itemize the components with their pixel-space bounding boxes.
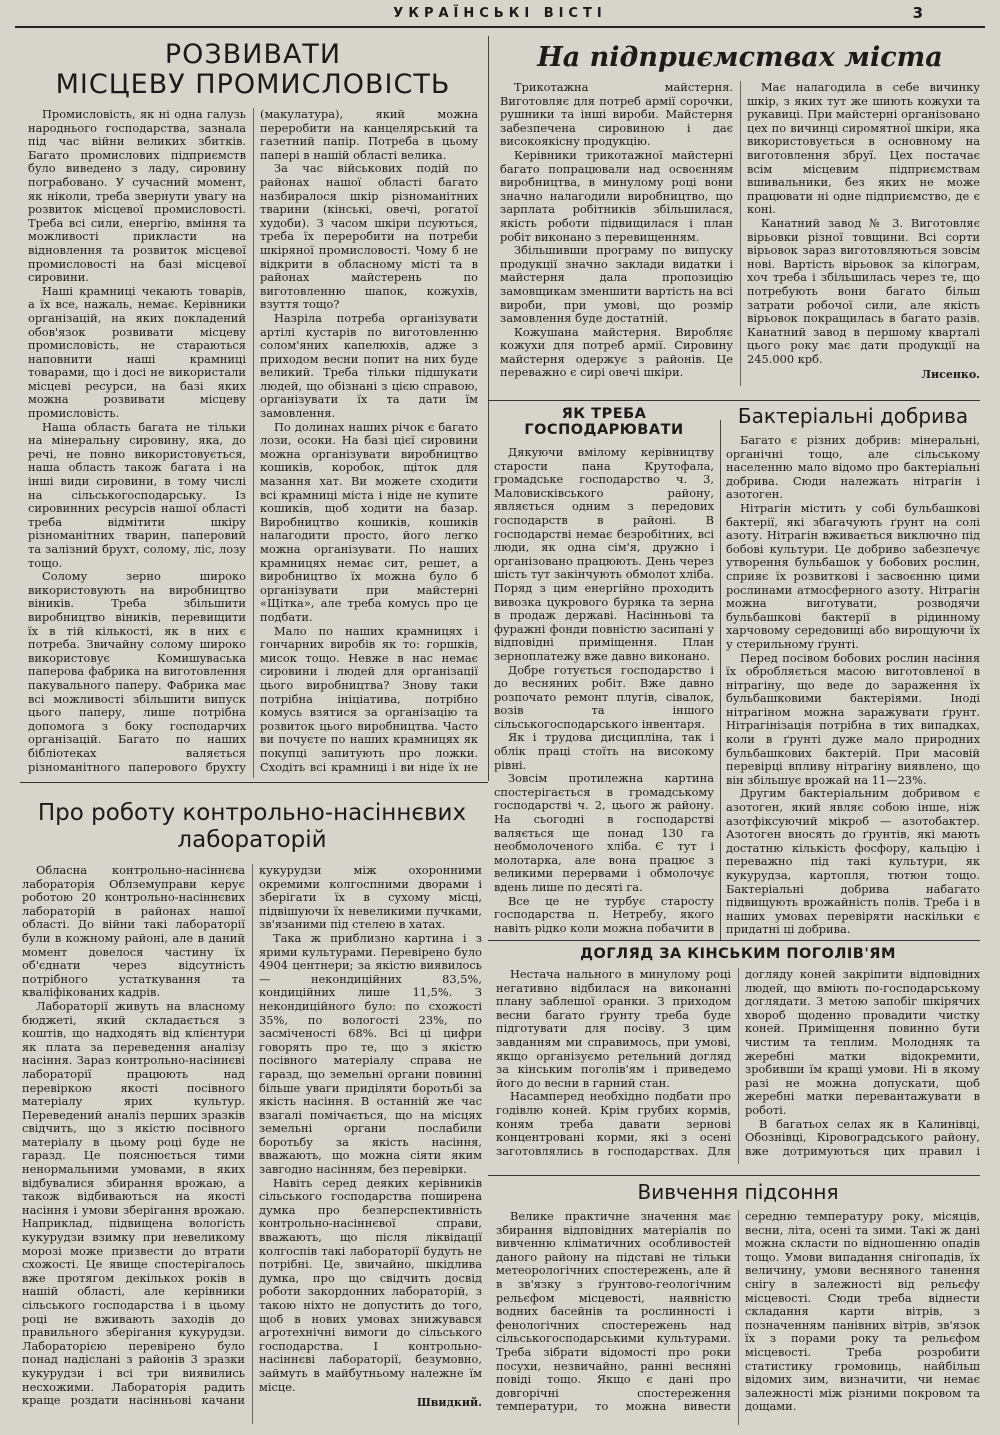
paragraph: Перед посівом бобових рослин насіння їх обробляється масою виготовленої в нітрагіну, що веде до зараження їх бульбашковими бактеріями. Іноді нітрагіном можна заражувати ґрунт. Нітрагінізація потрібна в тих випадках, коли в ґрунті дуже мало природних бульбашкових бактерій. При масовій перевірці впливу нітрагіну виявлено, що він збільшує врожай на 11—23%. xyxy=(726,650,980,787)
signature: Швидкий. xyxy=(416,1396,482,1410)
paragraph: Нестача нального в минулому році негативно відбилася на виконанні плану заблешої оранки. З приходом весни багато ґрунту треба буде підготувати для посіву. З цим завданням ми справимось, при умові, якщо організуємо ретельний догляд за кінським поголів'ям і приведемо його до весни в гарний стан. xyxy=(496,967,731,1090)
article-body xyxy=(22,864,482,1424)
article-local-industry xyxy=(28,40,478,780)
paragraph: Мало по наших крамницях і гончарних виробів як то: горшків, мисок тощо. Невже в нас немає сировини і людей для організації цього виробництва? Знову таки потрібна ініціатива, потрібно комусь взятися за організацію та розвиток цього виробництва. Часто ви почуєте по наших крамницях як покупці запитують про ложки. Сходіть всі крамниці і ви ніде їх не xyxy=(260,623,478,774)
article-body xyxy=(726,434,980,936)
paragraph: За час військових подій по районах нашої області багато назбиралося шкір різноманітних тварини (кінські, овечі, рогатої худоби). З часом шкіри псуються, треба їх переробити на потреби шкіряної промисловості. Чому б не відкрити в обласному місті та в районах майстерень по виготовленню шапок, кожухів, взуття тощо? xyxy=(260,161,478,312)
paragraph: Як і трудова дисципліна, так і облік праці стоїть на високому рівні. xyxy=(494,730,714,772)
title-line: РОЗВИВАТИ xyxy=(164,40,342,70)
paragraph: Така ж приблизно картина і з ярими культурами. Перевірено було 4904 центнери; за якістю виявилось — некондиційних 83,5%, кондиційних лише 11,5%. З некондиційного було: по схожості 35%, по вологості 23%, по засміченості 68%. Всі ці цифри говорять про те, що з якістю посівного матеріалу справа не гаразд, що земельні органи повинні більше уваги приділяти боротьбі за якість насіння. В останній же час взагалі помічається, що на місцях земельні органи послабили боротьбу за якість насіння, вважають, що можна сіяти яким завгодно насінням, без перевірки. xyxy=(259,930,482,1177)
page-number: 3 xyxy=(912,4,923,22)
paragraph: Все це не турбує старосту господарства п. Нетребу, якого навіть рідко коли можна побачити в xyxy=(494,893,714,935)
article-seed-control-labs xyxy=(22,800,482,1430)
paragraph: В багатьох селах як в Калинівці, Обознівці, Кіровоградського району, вже дотримуються цих правил і xyxy=(745,1116,980,1158)
article-body xyxy=(496,968,980,1164)
paragraph: Канатний завод № 3. Виготовляє вірьовки різної товщини. Всі сорти вірьовок зараз виготовляються зовсім нові. Вартість вірьовок за кілограм, хоч треба і збільшилась через те, що потребують вони багато більш затрати робочої сили, але якість вірьовок покращилась в багато разів. Канатний завод в першому кварталі цього року має дати продукції на 245.000 крб. xyxy=(747,215,980,366)
article-title: На підприємствах міста xyxy=(537,42,943,73)
article-title: ЯК ТРЕБА ГОСПОДАРЮВАТИ xyxy=(524,406,684,438)
paragraph: Насамперед необхідно подбати про годівлю коней. Крім грубих кормів, коням треба давати зернові концентровані корми, які з осені заготовлялись в господарствах. Для догляду коней закріпити відповідних людей, що вміють по-господарському доглядати. З метою запобіг шкірячих хвороб щоденно провадити чистку коней. Приміщення повинно бути чистим та теплим. Молодняк та жеребні матки відокремити, зробивши їм кращі умови. Ні в якому разі не можна допускати, щоб жеребні матки перевантажувати в роботі. xyxy=(496,967,980,1158)
title-line: лабораторій xyxy=(177,827,327,853)
article-title: ДОГЛЯД ЗА КІНСЬКИМ ПОГОЛІВ'ЯМ xyxy=(580,946,896,962)
paragraph: Назріла потреба організувати артілі кустарів по виготовленню солом'яних капелюхів, адже з приходом весни попит на них буде великий. Треба тільки підшукати людей, що обізнані з цією справою, організувати їх та дати їм замовлення. xyxy=(260,310,478,421)
paragraph: Нітрагін містить у собі бульбашкові бактерії, які збагачують ґрунт на солі азоту. Нітрагін вживається виключно під бобові культури. Це добриво забезпечує утворення бульбашок у бобових рослин, сприяє їх розвиткові і засвоєнню цими рослинами атмосферного азоту. Нітрагін можна виготувати, розводячи бульбашкові бактерії в рідинному харчовому середовищі або вирощуючи їх у стерильному ґрунті. xyxy=(726,500,980,651)
masthead xyxy=(15,4,985,28)
paragraph: Велике практичне значення має збирання відповідних матеріалів по вивченню кліматичних особливостей даного району на підставі не тільки метеорологічних спостережень, але й в зв'язку з ґрунтово-геологічним рельєфом місцевості, наявністю водних басейнів та рослинності і фенологічних спостережень над сільськогосподарськими культурами. Треба зібрати відомості про роки посухи, незвичайно, ранні весняні повіді тощо. Якщо є дані про довгорічні спостереження температури, то можна вивести середню температуру року, місяців, весни, літа, осені та зими. Такі ж дані можна скласти по відношенню опадів тощо. Умови випадання снігопадів, їх величину, умови весняного танення снігу в залежності від рельєфу місцевості. Сюди треба віднести складання карти вітрів, з позначенням панівних вітрів, зв'язок їх з порами року та рельєфом місцевості. Треба розробити статистику громовиць, найбільш відомих зим, визначити, чи немає залежності між різними покровом та дощами. xyxy=(496,1209,980,1414)
paragraph: Наша область багата не тільки на мінеральну сировину, яка, до речі, не повно використовується, наша область також багата і на інші види сировини, в тому числі на сільськогосподарську. Із сировинних ресурсів нашої області треба відмітити шкіру різноманітних тварин, паперовий та залізний брухт, солому, ліс, лозу тощо. xyxy=(28,419,246,570)
column-rule xyxy=(720,420,721,940)
paragraph: Кожушана майстерня. Виробляє кожухи для потреб армії. Сировину майстерня одержує з районів. Це переважно є сирі овечі шкіри. xyxy=(500,324,733,380)
signature: Лисенко. xyxy=(921,368,980,382)
paragraph: Солому зерно широко використовують на виробництво віників. Треба збільшити виробництво віників, перевищити їх в тій кількості, як в них є потреба. Звичайну солому широко використовує Комишуваська паперова фабрика на виготовлення пакувального паперу. Фабрика має всі можливості збільшити випуск цього паперу, лише потрібна допомога з боку господарчих організацій. Багато по наших бібліотеках валяється різноманітного паперового брухту (макулатура), який можна переробити на канцелярський та газетний папір. Потреба в цьому папері в нашій області велика. xyxy=(28,107,478,774)
article-horse-care xyxy=(496,946,980,1172)
article-body xyxy=(500,81,980,386)
article-body xyxy=(494,446,714,936)
article-title xyxy=(22,800,482,854)
paragraph: Другим бактеріальним добривом є азотоген, який являє собою інше, ніж азотфіксуючий мікроб — азотобактер. Азотоген вносять до ґрунтів, які мають достатню кількість фосфору, кальцію і переважно під такі культури, як кукурудза, картопля, тютюн тощо. Бактеріальні добрива набагато підвищують врожайність полів. Треба і в наших умовах перевіряти наскільки є придатні ці добрива. xyxy=(726,786,980,936)
paragraph: Збільшивши програму по випуску продукції значно заклади видатки і майстерня дала пропозицію замовщикам зменшити вартість на всі вироби, при умові, що розмір замовлення буде достатній. xyxy=(500,243,733,326)
section-divider xyxy=(488,1175,980,1176)
article-bacterial-fertilizers xyxy=(726,404,980,936)
paragraph: Багато є різних добрив: мінеральні, органічні тощо, але сільському населенню мало відомо про бактеріальні добрива. Сюди належать нітрагін і азотоген. xyxy=(726,433,980,502)
paragraph: Навіть серед деяких керівників сільського господарства поширена думка про безперспективність контрольно-насіннєвої справи, вважають, що після ліквідації колгоспів такі лабораторії будуть не потрібні. Це, звичайно, шкідлива думка, про що свідчить досвід роботи закордонних лабораторій, з такою ніхто не допустить до того, щоб в нових умовах знижувався агротехнічні вимоги до сільського господарства. І контрольно-насіннєві лабораторії, безумовно, займуть в майбутньому належне їм місце. xyxy=(259,1175,482,1394)
paragraph: Керівники трикотажної майстерні багато попрацювали над освоєнням виробництва, в минулому році вони значно налагодили виробництво, що зарплата робітників збільшилася, якість роботи підвищилася і план робіт виконано з перевищенням. xyxy=(500,147,733,244)
paragraph: Дякуючи вмілому керівництву старости пана Крутофала, громадське господарство ч. 3, Маловисківського району, являється одним з передових господарств в районі. В господарстві немає безробітних, всі люди, як одна сім'я, дружно і організовано працюють. День через шість тут закінчують обмолот хліба. Поряд з цим енергійно проходить вивозка цукрового буряка та зерна в продаж державі. Насінньові та фуражні фонди повністю засипані у відповідні приміщення. План зерноплатежу вже давно виконано. xyxy=(494,445,714,663)
article-how-to-manage xyxy=(494,406,714,936)
paragraph: Наші крамниці чекають товарів, а їх все, нажаль, немає. Керівники організацій, на яких покладений обов'язок розвивати місцеву промисловість, не стараються наповнити наші крамниці товарами, що і досі не використали місцеві ресурси, на базі яких можна розвивати місцеву промисловість. xyxy=(28,283,246,421)
column-rule xyxy=(488,36,489,781)
paragraph: Промисловість, як ні одна галузь народнього господарства, зазнала під час війни великих збитків. Багато промислових підприємств було виведено з ладу, сировину пограбовано. У сучасний момент, як ніколи, треба звернути увагу на розвиток місцевої промисловості. Треба всі сили, енергію, вміння та можливості прикласти на відновлення та розвиток місцевої промисловості на базі місцевої сировини. xyxy=(28,107,246,285)
paragraph: Добре готується господарство і до весняних робіт. Вже давно розпочато ремонт плугів, сівалок, возів та іншого сільськогосподарського інвентаря. xyxy=(494,662,714,731)
title-line: Про роботу контрольно-насіннєвих xyxy=(37,800,467,826)
article-title: Вивчення підсоння xyxy=(637,1180,839,1204)
paragraph: Зовсім протилежна картина спостерігається в громадському господарстві ч. 2, цього ж району. На сьогодні в господарстві валяється ще понад 130 га необмолоченого хліба. Є тут і молотарка, але вона працює з великими перервами і обмолочує вдень лише по десяті га. xyxy=(494,771,714,894)
article-body xyxy=(496,1210,980,1425)
paragraph: Має налагодила в себе вичинку шкір, з яких тут же шиють кожухи та рукавиці. При майстерні організовано цех по вичинці сиромятної шкіри, яка використовується в основному на виготовлення збруї. Цех постачає всім місцевим підприємствам вшивальники, без яких не може працювати ні одне підприємство, де є коні. xyxy=(747,80,980,217)
paragraph: Трикотажна майстерня. Виготовляє для потреб армії сорочки, рушники та інші вироби. Майстерня забезпечена сировиною і дає високоякісну продукцію. xyxy=(500,80,733,149)
article-body xyxy=(28,108,478,778)
article-title xyxy=(28,40,478,100)
section-divider xyxy=(20,782,488,783)
paragraph: По долинах наших річок є багато лози, осоки. На базі цієї сировини можна організувати виробництво кошиків, коробок, щіток для мазання хат. Ви можете сходити всі крамниці міста і ніде не купите кошиків, щоб ходити на базар. Виробництво кошиків, кошиків налагодити просто, його легко можна організувати. По наших крамницях немає сит, решет, а виробництво їх можна було б організувати при майстерні «Щітка», але треба комусь про це подбати. xyxy=(260,419,478,624)
paragraph: Обласна контрольно-насіннєва лабораторія Облземуправи керує роботою 20 контрольно-насіннєвих лабораторій в районах нашої області. До війни такі лабораторії були в кожному районі, але в даний момент довелося частину їх об'єднати через відсутність потрібного устаткування та кваліфікованих кадрів. xyxy=(22,863,245,1000)
paragraph: Лабораторії живуть на власному бюджеті, який складається з коштів, що надходять від клієнтури як плата за переведення аналізу насіння. Зараз контрольно-насіннєві лабораторії працюють над перевіркою якості посівного матеріалу ярих культур. Переведений аналіз перших зразків свідчить, що з якістю посівного матеріалу в цьому році буде не гаразд. Це пояснюється тими ненормальними умовами, в яких відбувалися збирання врожаю, а також відбиваються на якості насіння і умови зберігання врожаю. Наприклад, підвищена вологість кукурудзи взимку при невеликому морозі може призвести до втрати схожості. Це явище спостерігалось вже протягом декількох років в нашій області, але керівники сільського господарства і в цьому році не вживають заходів до правильного зберігання кукурудзи. Лабораторією перевірено було понад надіслані з районів 3 зразки кукурудзи і всі три виявились несхожими. Лабораторія радить краще роздати насінньові качани кукурудзи між охоронними окремими колгоспними дворами і зберігати їх в сухому місці, підвішуючи їх невеликими пучками, зв'язаними під стелею в хатах. xyxy=(22,863,482,1408)
section-divider xyxy=(488,940,980,941)
article-title: Бактеріальні добрива xyxy=(737,404,969,428)
title-line: МІСЦЕВУ ПРОМИСЛОВІСТЬ xyxy=(55,69,451,100)
article-city-enterprises xyxy=(500,42,980,397)
newspaper-title: УКРАЇНСЬКІ ВІСТІ xyxy=(393,6,607,21)
article-climate-study xyxy=(496,1180,980,1430)
section-divider xyxy=(488,400,980,401)
